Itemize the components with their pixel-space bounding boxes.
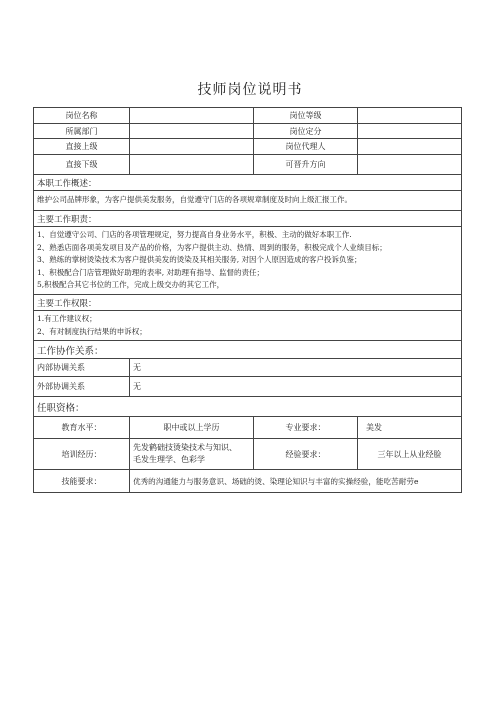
internal-relation-label: 内部协调关系 [34,359,130,376]
deputy-value [358,139,461,154]
qualifications-heading: 任职资格： [37,402,85,414]
authority-heading-row [34,295,461,311]
direct-subordinate-value [130,155,254,174]
overview-text: 维护公司品牌形象，为客户提供美发服务，自觉遵守门店的各项规章制度及时向上级汇报工作。 [37,195,352,205]
direct-superior-label: 直接上级 [34,139,130,154]
department-value [130,124,254,138]
position-name-label: 岗位名称 [34,108,130,123]
direct-subordinate-label: 直接下级 [34,155,130,174]
skills-label: 技能要求： [34,470,130,492]
training-row [34,439,461,470]
major-label: 专业要求： [254,417,358,438]
cooperation-heading-row [34,341,461,359]
overview-text-row [34,191,461,211]
duties-list [34,227,390,294]
overview-heading: 本职工作概述： [37,178,97,189]
training-label: 培训经历： [34,439,130,469]
duties-list-row [34,227,461,295]
duties-heading-row [34,211,461,227]
overview-heading-row [34,175,461,191]
experience-value: 三年以上从业经脸 [377,449,442,459]
training-value [130,439,254,469]
job-description-table [33,107,462,493]
position-name-value [130,108,254,123]
authority-item: 1.有工作建议权； [37,314,97,323]
position-level-label: 岗位等级 [254,108,358,123]
training-value-line: 毛发生理学、色彩学 [133,455,205,464]
row-superior [34,139,461,155]
qualifications-heading-row [34,397,461,417]
direct-superior-value [130,139,254,154]
duty-item: 3、熟练的掌树烫染技术为客户提供美发的烫染及其相关服务, 对因个人原因造成的客户投诉负鉴； [37,255,362,264]
document-title: 技师岗位说明书 [197,82,303,98]
deputy-label: 岗位代理人 [254,139,358,154]
major-value: 美发 [366,423,382,432]
cooperation-heading: 工作协作关系： [37,345,104,357]
duty-item: 5,积极配合其它书位的工作，完成上级交办的其它工作， [37,280,225,289]
external-relation-value: 无 [133,382,141,391]
row-subordinate [34,155,461,175]
duty-item: 2、熟悉店面各项美发项目及产品的价格，为客户提供主动、热情、周到的服务，积极完成个人业绩目标； [37,242,387,252]
experience-label: 经验要求： [254,439,358,469]
skills-row [34,470,461,492]
internal-relation-value: 无 [133,363,141,372]
education-label: 教育水平： [34,417,130,438]
promotion-value [358,155,461,174]
authority-item: 2、有对制度执行结果的申诉权； [37,326,147,336]
authority-heading: 主要工作权限： [37,298,97,309]
education-value: 职中或以上学历 [130,417,254,438]
row-position-name [34,108,461,124]
training-value-line: 先发鹤础技烫染技术与知识、 [133,443,237,452]
internal-relation-row [34,359,461,377]
authority-list [34,311,150,340]
duty-item: 1、积极配合门店管理做好助理的表率, 对助理有指导、监督的责任； [37,267,265,277]
duties-heading: 主要工作职责： [37,214,97,225]
position-category-value [358,124,461,138]
external-relation-row [34,377,461,397]
duty-item: 1、自觉遵守公司、门店的各项管理规定，努力提高自身业务水平，积极、主动的做好本职工作. [37,230,352,239]
promotion-label: 可晋升方向 [254,155,358,174]
row-department [34,124,461,139]
education-row [34,417,461,439]
external-relation-label: 外部协调关系 [34,377,130,396]
skills-value: 优秀的沟通能力与服务意识、场础的烫、染理论知识与丰富的实操经验，能吃苦耐劳e [133,476,419,486]
position-category-label: 岗位定分 [254,124,358,138]
department-label: 所属部门 [34,124,130,138]
position-level-value [358,108,461,123]
authority-list-row [34,311,461,341]
